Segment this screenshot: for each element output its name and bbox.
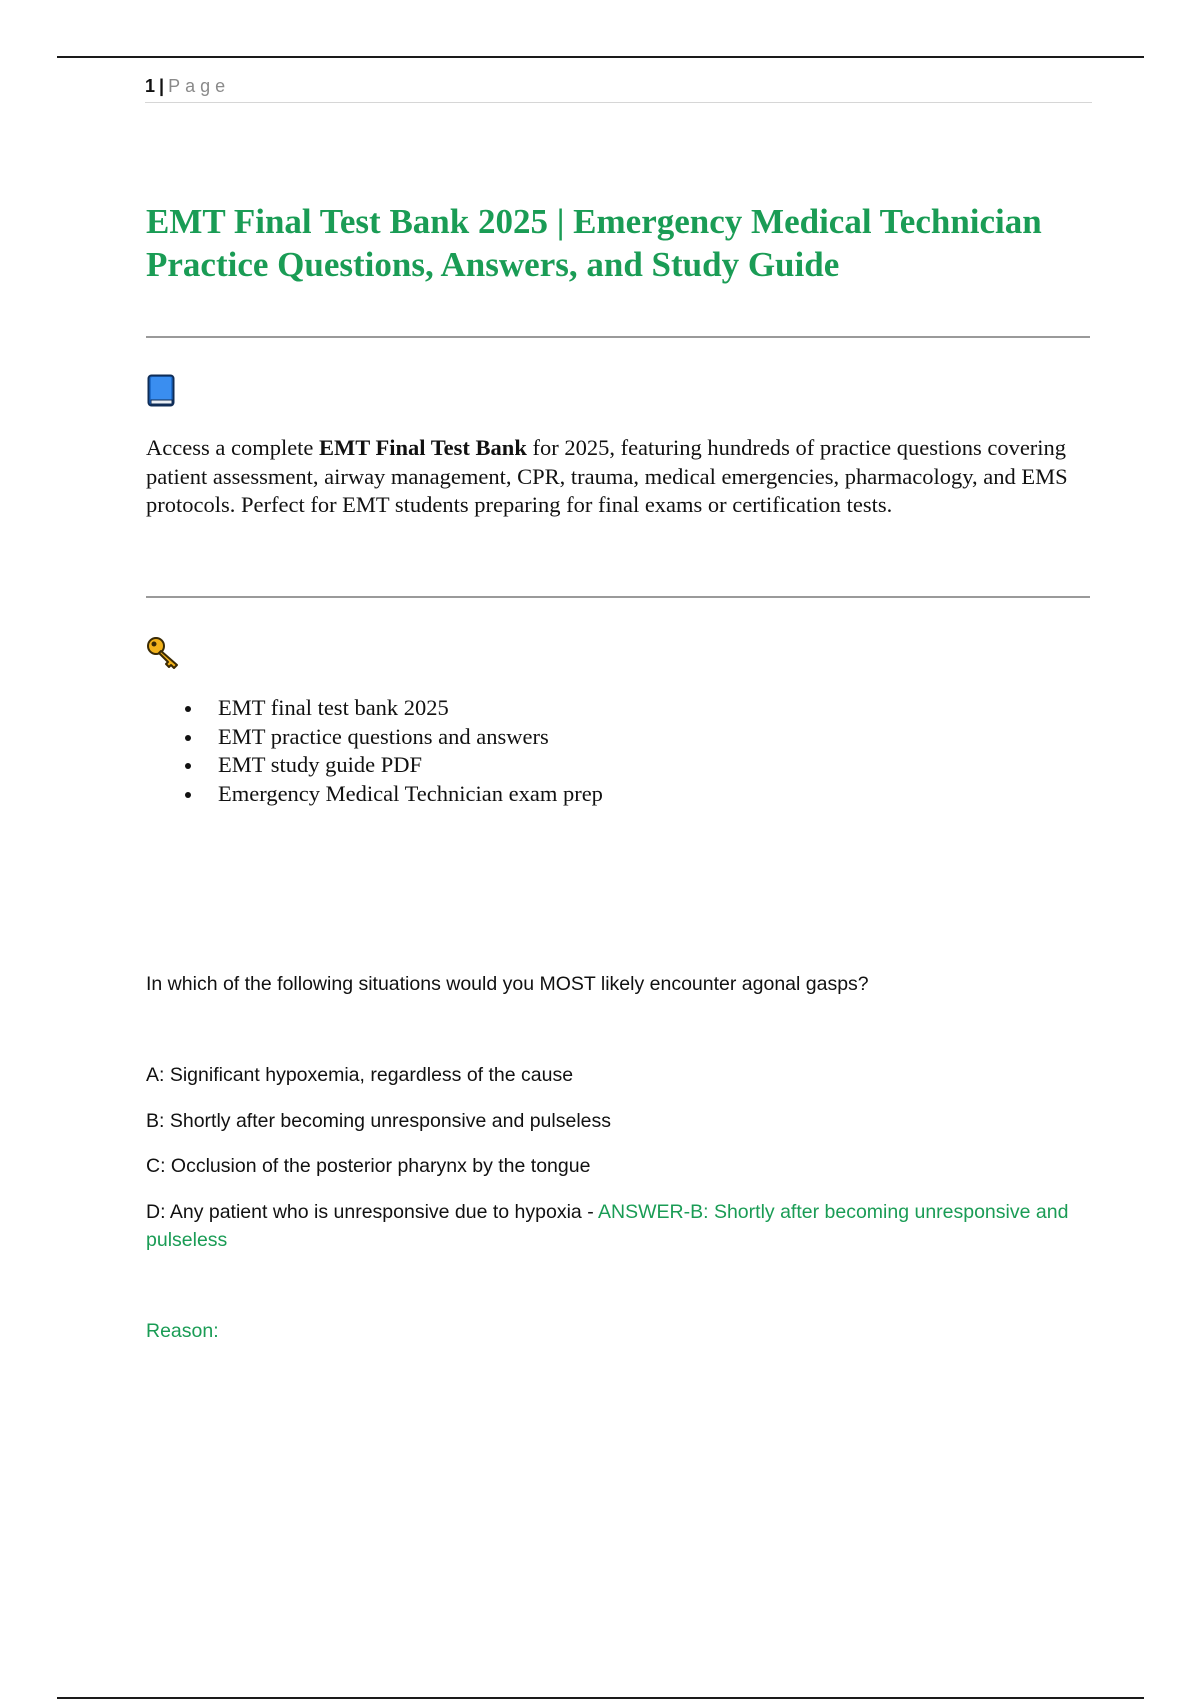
option-c: C: Occlusion of the posterior pharynx by the tongue [146,1155,591,1177]
divider-2 [146,596,1090,598]
reason-label: Reason: [146,1320,219,1342]
bottom-border-rule [57,1697,1144,1699]
page-separator: | [159,76,165,96]
option-a: A: Significant hypoxemia, regardless of the cause [146,1064,574,1086]
list-item: EMT final test bank 2025 [146,694,603,723]
key-icon [146,636,182,670]
intro-bold-term: EMT Final Test Bank [319,435,527,460]
intro-text-start: Access a complete [146,435,320,460]
keyword-list [146,694,603,808]
book-icon [147,374,175,408]
option-b: B: Shortly after becoming unresponsive and pulseless [146,1110,612,1132]
question-text: In which of the following situations would you MOST likely encounter agonal gasps? [146,973,869,995]
document-title: EMT Final Test Bank 2025 | Emergency Medical Technician Practice Questions, Answers, and Study Guide [146,202,1042,284]
intro-text-end: for 2025, featuring hundreds of practice questions covering patient assessment, airway management, CPR, trauma, medical emergencies, pharmacology, and EMS protocols. Perfect for EMT students preparing for final exams or certification tests. [146,435,1068,517]
list-item: EMT practice questions and answers [146,723,603,752]
answer-text: ANSWER-B: Shortly after becoming unresponsive and pulseless [146,1201,1069,1251]
top-border-rule [57,56,1144,58]
list-item: Emergency Medical Technician exam prep [146,780,603,809]
page-number: 1 [145,76,156,96]
option-d-text: D: Any patient who is unresponsive due to hypoxia - [146,1201,599,1223]
page-header [145,74,1092,103]
option-d [146,1198,1076,1254]
intro-paragraph [146,434,1086,520]
divider-1 [146,336,1090,338]
page-label: Page [168,76,231,96]
list-item: EMT study guide PDF [146,751,603,780]
